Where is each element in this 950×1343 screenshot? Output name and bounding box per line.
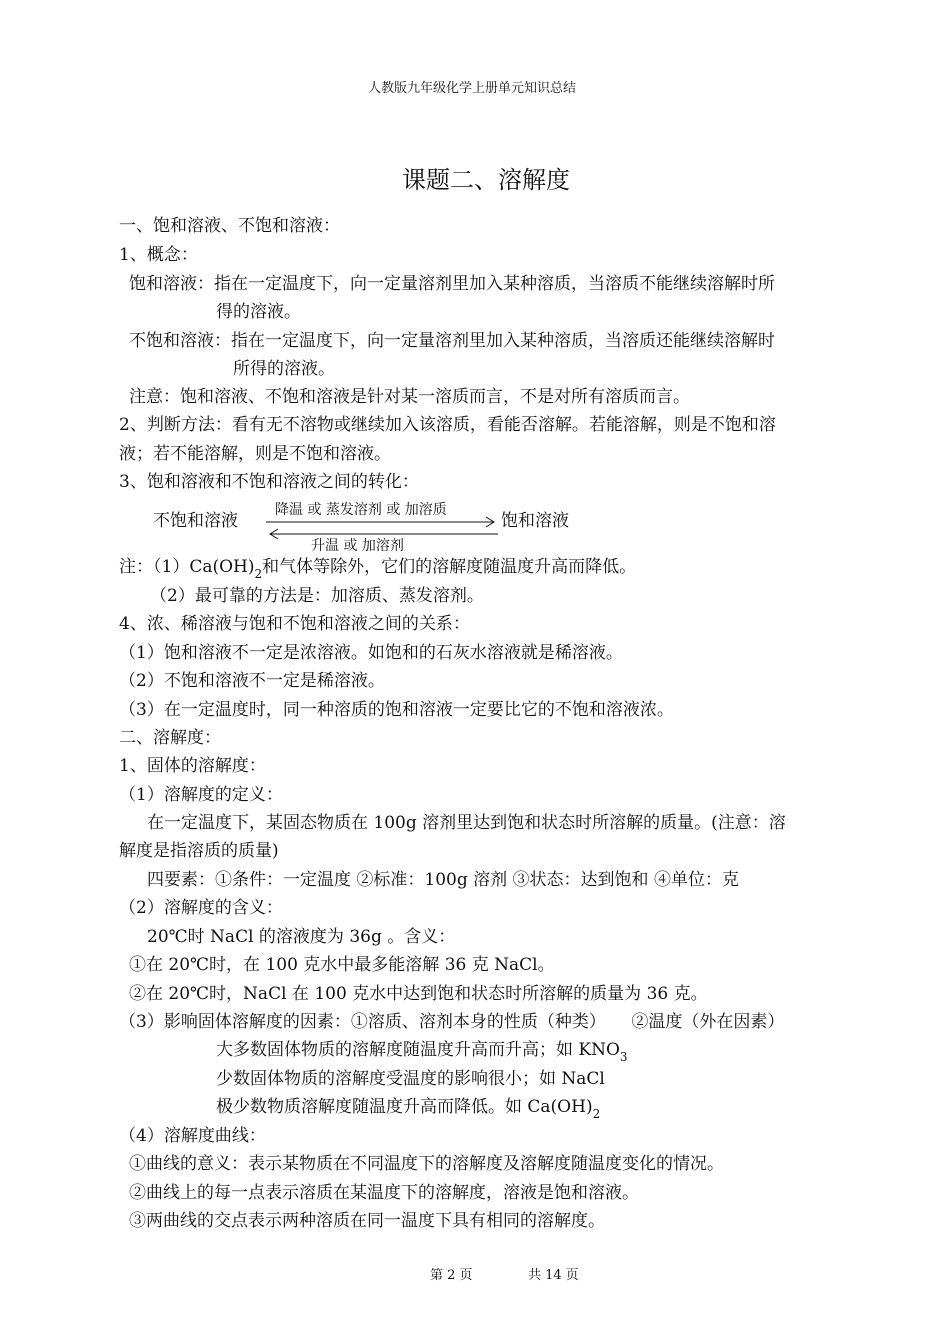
paragraph-line: ①曲线的意义：表示某物质在不同温度下的溶解度及溶解度随温度变化的情况。 [129,1154,724,1174]
conversion-bottom-condition: 升温 或 加溶剂 [311,538,404,554]
paragraph-line [216,1039,628,1062]
paragraph-line: （2）不饱和溶液不一定是稀溶液。 [119,671,385,691]
conversion-left-label: 不饱和溶液 [153,511,238,531]
subscript: 3 [619,1050,628,1064]
paragraph-text: 大多数固体物质的溶解度随温度升高而升高；如 KNO [216,1040,620,1060]
page-title: 课题二、溶解度 [402,166,570,194]
paragraph-line: 解度是指溶质的质量) [119,841,279,861]
subsection-heading: 1、概念： [119,245,198,265]
section-heading: 二、溶解度： [119,728,221,748]
paragraph-line: 四要素：①条件：一定温度 ②标准：100g 溶剂 ③状态：达到饱和 ④单位：克 [147,870,739,890]
paragraph-line: 所得的溶液。 [233,359,335,379]
conversion-right-label: 饱和溶液 [501,511,569,531]
subscript: 2 [254,567,263,581]
paragraph-line: （1）溶解度的定义： [119,785,283,805]
paragraph-line: ②在 20℃时，NaCl 在 100 克水中达到饱和状态时所溶解的质量为 36 克。 [129,984,708,1004]
paragraph-line: （3）在一定温度时，同一种溶质的饱和溶液一定要比它的不饱和溶液浓。 [119,700,674,720]
paragraph-line: 注意：饱和溶液、不饱和溶液是针对某一溶质而言，不是对所有溶质而言。 [129,387,690,407]
paragraph-line: （4）溶解度曲线： [119,1126,266,1146]
paragraph-line: ②曲线上的每一点表示溶质在某温度下的溶解度，溶液是饱和溶液。 [129,1183,639,1203]
paragraph-text: 极少数物质溶解度随温度升高而降低。如 Ca(OH) [216,1097,593,1117]
paragraph-line: ③两曲线的交点表示两种溶质在同一温度下具有相同的溶解度。 [129,1211,605,1231]
paragraph-line: （2）溶解度的含义： [119,898,283,918]
section-heading: 一、饱和溶液、不饱和溶液： [119,216,340,236]
note-text: 和气体等除外，它们的溶解度随温度升高而降低。 [262,557,637,577]
page-number: 第 2 页 [430,1268,473,1283]
paragraph-line: （3）影响固体溶解度的因素：①溶质、溶剂本身的性质（种类） ②温度（外在因素） [119,1012,785,1032]
subsection-heading: 3、饱和溶液和不饱和溶液之间的转化： [119,472,419,492]
paragraph-line [216,1096,600,1119]
paragraph-line: 20℃时 NaCl 的溶液度为 36g 。含义： [147,927,456,947]
running-header: 人教版九年级化学上册单元知识总结 [368,81,577,96]
subscript: 2 [592,1107,601,1121]
note-line [119,556,636,579]
conversion-top-condition: 降温 或 蒸发溶剂 或 加溶质 [275,502,447,518]
subsection-heading: 1、固体的溶解度： [119,756,266,776]
paragraph-line: 少数固体物质的溶解度受温度的影响很小；如 NaCl [216,1069,605,1089]
paragraph-line: 饱和溶液：指在一定温度下，向一定量溶剂里加入某种溶质，当溶质不能继续溶解时所 [129,274,775,294]
paragraph-line: 2、判断方法：看有无不溶物或继续加入该溶质，看能否溶解。若能溶解，则是不饱和溶 [119,415,776,435]
paragraph-line: （1）饱和溶液不一定是浓溶液。如饱和的石灰水溶液就是稀溶液。 [119,643,623,663]
paragraph-line: 不饱和溶液：指在一定温度下，向一定量溶剂里加入某种溶质，当溶质还能继续溶解时 [129,331,775,351]
paragraph-line: ①在 20℃时，在 100 克水中最多能溶解 36 克 NaCl。 [129,955,555,975]
paragraph-line: （2）最可靠的方法是：加溶质、蒸发溶剂。 [150,586,484,606]
subsection-heading: 4、浓、稀溶液与饱和不饱和溶液之间的关系： [119,614,470,634]
paragraph-line: 在一定温度下，某固态物质在 100g 溶剂里达到饱和状态时所溶解的质量。(注意：溶 [147,813,786,833]
paragraph-line: 得的溶液。 [216,302,301,322]
note-text: 注：（1）Ca(OH) [119,557,255,577]
total-pages: 共 14 页 [528,1268,579,1283]
paragraph-line: 液；若不能溶解，则是不饱和溶液。 [119,444,391,464]
